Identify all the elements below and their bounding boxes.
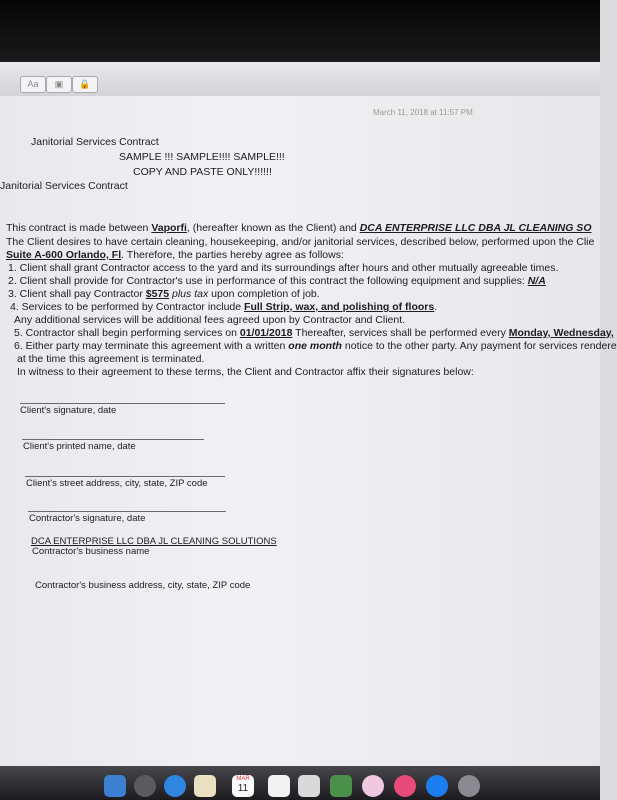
paragraph-2: The Client desires to have certain cleaning, housekeeping, and/or janitorial services, described below, performed upon the Clie <box>6 236 595 248</box>
signature-line-2 <box>22 439 204 440</box>
list-item-4 <box>10 301 437 313</box>
contractor-address-label: Contractor's business address, city, state, ZIP code <box>35 580 251 591</box>
doc-title: Janitorial Services Contract <box>31 136 159 148</box>
copy-banner: COPY AND PASTE ONLY!!!!!! <box>133 166 272 178</box>
list-item-2 <box>8 275 546 287</box>
item2-value: N/A <box>527 275 546 287</box>
p1-text-b: , (hereafter known as the Client) and <box>186 222 360 234</box>
price-value: $575 <box>145 288 170 300</box>
notes-icon[interactable] <box>268 775 290 797</box>
client-printed-name-label: Client's printed name, date <box>23 441 136 452</box>
reminders-icon[interactable] <box>298 775 320 797</box>
item6-text: 6. Either party may terminate this agreement with a written <box>14 340 289 352</box>
contractor-business-label: Contractor's business name <box>32 546 150 557</box>
note-timestamp: March 11, 2018 at 11:57 PM <box>373 108 473 117</box>
calendar-month: MAR <box>236 776 250 782</box>
tax-text: plus tax <box>169 288 209 300</box>
calendar-day: 11 <box>237 783 249 794</box>
list-item-1: 1. Client shall grant Contractor access to the yard and its surroundings after hours and other mutually agreeable times. <box>8 262 559 274</box>
p3-text: . Therefore, the parties hereby agree as follows: <box>121 249 344 261</box>
item3-text-b: upon completion of job. <box>208 288 320 300</box>
contractor-name: DCA ENTERPRISE LLC DBA JL CLEANING SO <box>359 222 592 234</box>
paragraph-1 <box>6 222 591 234</box>
signature-line-4 <box>28 511 226 512</box>
services-value: Full Strip, wax, and polishing of floors <box>244 301 435 313</box>
witness-text: In witness to their agreement to these terms, the Client and Contractor affix their signatures below: <box>17 366 474 378</box>
item5-text-b: Thereafter, services shall be performed every <box>292 327 509 339</box>
photos-icon[interactable] <box>362 775 384 797</box>
monitor-bezel <box>0 0 600 62</box>
notes-toolbar <box>0 62 600 97</box>
list-item-5 <box>14 327 614 339</box>
paragraph-3 <box>6 249 344 261</box>
client-name: Vaporfi <box>151 222 187 234</box>
doc-title-2: Janitorial Services Contract <box>0 180 128 192</box>
lock-button[interactable]: 🔒 <box>72 76 98 93</box>
item6-text-b: notice to the other party. Any payment for services rendere <box>341 340 617 352</box>
client-signature-label: Client's signature, date <box>20 405 117 416</box>
additional-services: Any additional services will be additional fees agreed upon by Contractor and Client. <box>14 314 406 326</box>
note-page[interactable] <box>0 96 600 766</box>
signature-line-1 <box>20 403 225 404</box>
format-button[interactable]: Aa <box>20 76 46 93</box>
launchpad-icon[interactable] <box>134 775 156 797</box>
client-address: Suite A-600 Orlando, Fl <box>6 249 122 261</box>
mail-icon[interactable] <box>194 775 216 797</box>
maps-icon[interactable] <box>330 775 352 797</box>
p1-text: This contract is made between <box>6 222 152 234</box>
signature-line-3 <box>25 476 225 477</box>
settings-icon[interactable] <box>458 775 480 797</box>
safari-icon[interactable] <box>164 775 186 797</box>
item3-text: 3. Client shall pay Contractor <box>8 288 146 300</box>
contractor-signature-label: Contractor's signature, date <box>29 513 146 524</box>
item4-text: 4. Services to be performed by Contractor include <box>10 301 245 313</box>
list-item-6-cont: at the time this agreement is terminated. <box>17 353 205 365</box>
service-days: Monday, Wednesday, <box>508 327 614 339</box>
attachment-button[interactable]: ▣ <box>46 76 72 93</box>
item2-text: 2. Client shall provide for Contractor's use in performance of this contract the following equipment and supplies: <box>8 275 528 287</box>
music-icon[interactable] <box>394 775 416 797</box>
item5-text: 5. Contractor shall begin performing services on <box>14 327 240 339</box>
calendar-icon[interactable] <box>232 775 254 797</box>
finder-icon[interactable] <box>104 775 126 797</box>
app-store-icon[interactable] <box>426 775 448 797</box>
sample-banner: SAMPLE !!! SAMPLE!!!! SAMPLE!!! <box>119 151 285 163</box>
list-item-3 <box>8 288 320 300</box>
item4-text-b: . <box>434 301 438 313</box>
notice-period: one month <box>288 340 342 352</box>
contractor-business-value: DCA ENTERPRISE LLC DBA JL CLEANING SOLUTIONS <box>31 536 277 547</box>
client-address-label: Client's street address, city, state, ZIP code <box>26 478 208 489</box>
list-item-6 <box>14 340 617 352</box>
start-date: 01/01/2018 <box>239 327 293 339</box>
